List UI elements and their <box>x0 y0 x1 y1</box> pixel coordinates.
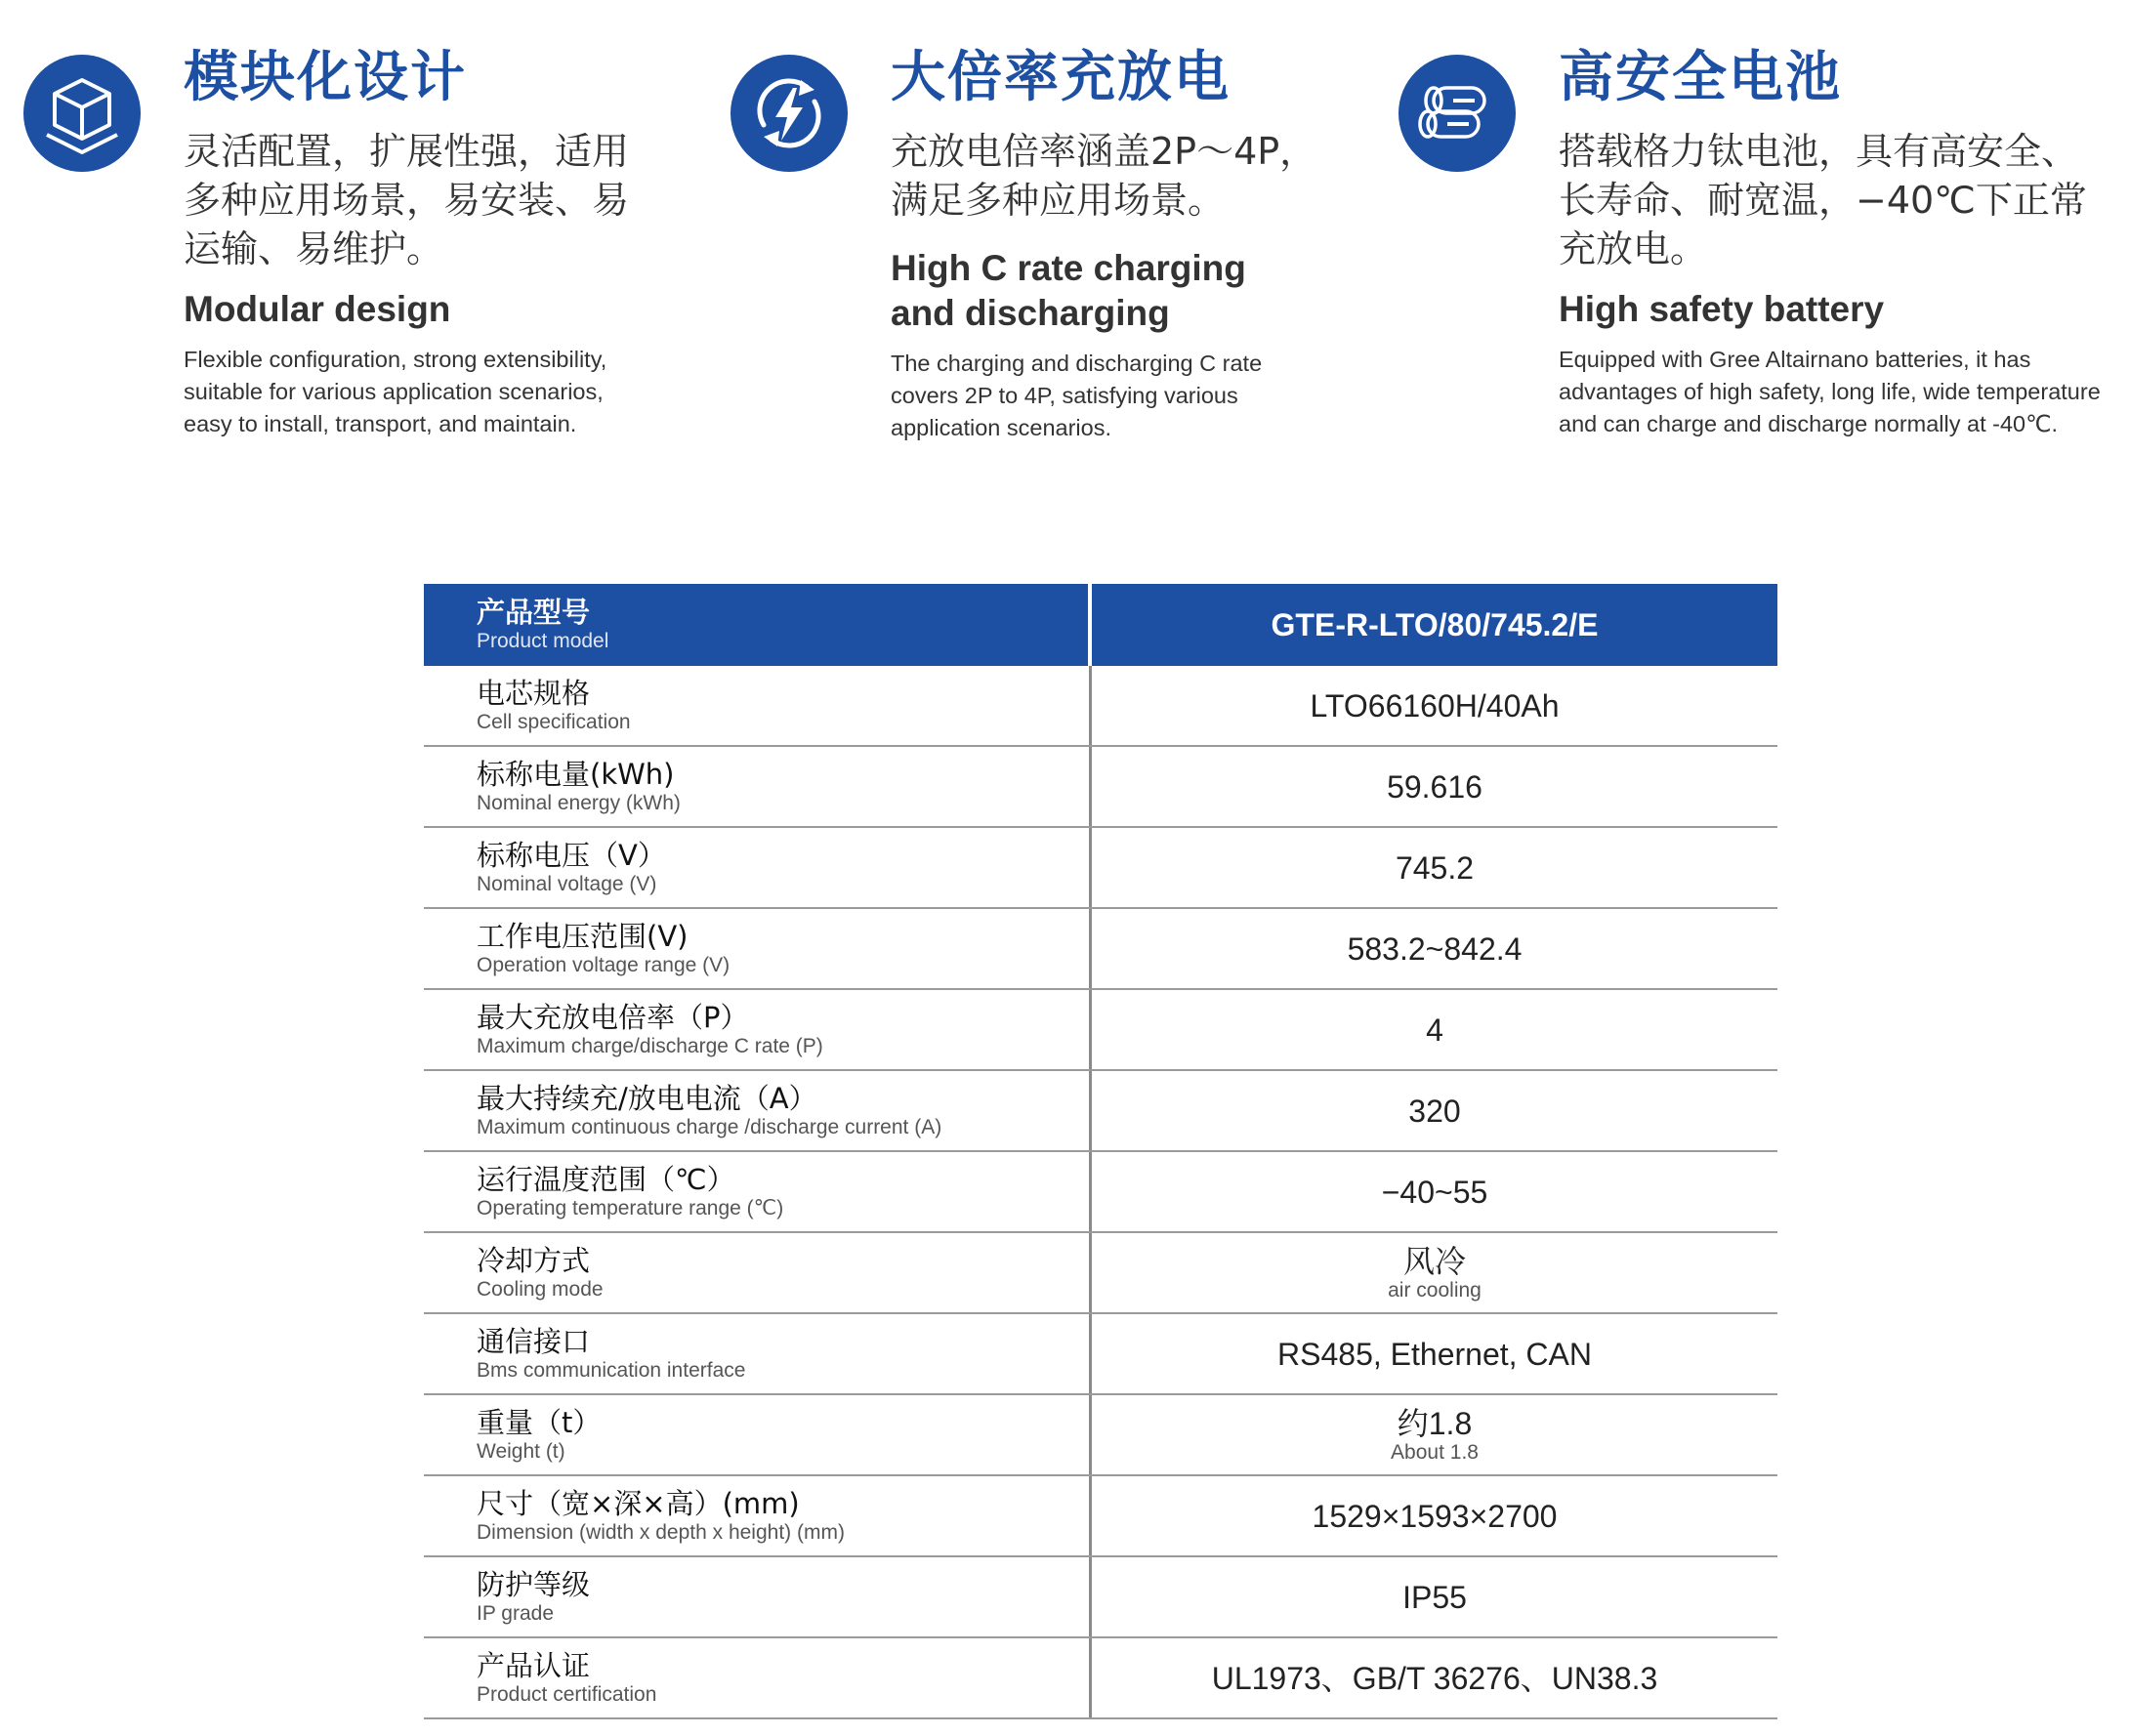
desc-en-line: application scenarios. <box>891 415 1111 440</box>
cube-icon <box>23 55 141 172</box>
desc-cn-line: 充放电。 <box>1559 227 1708 270</box>
feature-title-en <box>891 246 1359 336</box>
table-row <box>424 1638 1777 1719</box>
feature-desc-cn <box>891 127 1359 225</box>
row-value-sub: air cooling <box>1388 1278 1482 1302</box>
desc-en-line: Equipped with Gree Altairnano batteries, it has <box>1559 347 2031 372</box>
row-value-cell <box>1092 828 1777 907</box>
header-label-cell <box>424 584 1092 666</box>
desc-en-line: and can charge and discharge normally at -40℃. <box>1559 411 2059 436</box>
desc-en-line: easy to install, transport, and maintain. <box>184 411 577 436</box>
label-en: Weight (t) <box>477 1439 565 1463</box>
spec-table <box>424 584 1777 1719</box>
title-en-line: and discharging <box>891 293 1170 333</box>
header-value-cell <box>1092 584 1777 666</box>
title-en-line: High C rate charging <box>891 248 1246 288</box>
desc-en-line: The charging and discharging C rate <box>891 351 1263 376</box>
label-cn: 防护等级 <box>477 1567 591 1601</box>
row-value-cell <box>1092 1557 1777 1636</box>
table-row <box>424 909 1777 990</box>
desc-cn-line: 灵活配置，扩展性强，适用 <box>184 130 630 173</box>
title-en-line: Modular design <box>184 289 451 329</box>
label-en: Cooling mode <box>477 1277 604 1301</box>
row-label-cell <box>424 1557 1092 1636</box>
feature-title-en <box>184 287 691 332</box>
row-value: 320 <box>1408 1093 1461 1129</box>
table-row <box>424 828 1777 909</box>
label-en: IP grade <box>477 1601 555 1625</box>
row-label-cell <box>424 1638 1092 1717</box>
row-value-cell <box>1092 666 1777 745</box>
label-cn: 标称电压（V） <box>477 838 666 872</box>
label-en: Nominal energy (kWh) <box>477 791 681 814</box>
row-label-cell <box>424 828 1092 907</box>
label-cn: 最大充放电倍率（P） <box>477 1000 749 1034</box>
desc-cn-line: 满足多种应用场景。 <box>891 179 1226 222</box>
row-value: IP55 <box>1402 1579 1467 1615</box>
table-row <box>424 990 1777 1071</box>
label-en: Operation voltage range (V) <box>477 953 731 976</box>
title-en-line: High safety battery <box>1559 289 1885 329</box>
row-value-cell <box>1092 1395 1777 1474</box>
label-cn: 最大持续充/放电电流（A） <box>477 1081 817 1115</box>
feature-desc-cn <box>1559 127 2129 273</box>
label-en: Maximum charge/discharge C rate (P) <box>477 1034 823 1057</box>
row-value: LTO66160H/40Ah <box>1310 687 1560 723</box>
row-label-cell <box>424 1071 1092 1150</box>
label-en: Dimension (width x depth x height) (mm) <box>477 1520 845 1544</box>
table-row <box>424 1233 1777 1314</box>
row-value: 风冷 <box>1402 1243 1466 1279</box>
row-label-cell <box>424 1233 1092 1312</box>
desc-en-line: Flexible configuration, strong extensibility, <box>184 347 607 372</box>
row-value-sub: About 1.8 <box>1391 1440 1479 1464</box>
label-en: Product model <box>477 630 609 652</box>
row-label-cell <box>424 1314 1092 1393</box>
feature-title-cn: 大倍率充放电 <box>891 46 1231 109</box>
row-value-cell <box>1092 1233 1777 1312</box>
label-en: Maximum continuous charge /discharge current (A) <box>477 1115 942 1138</box>
feature-desc-cn <box>184 127 691 273</box>
row-value-cell <box>1092 1071 1777 1150</box>
table-row <box>424 1152 1777 1233</box>
table-row <box>424 1314 1777 1395</box>
row-value: −40~55 <box>1381 1174 1488 1210</box>
label-cn: 运行温度范围（℃） <box>477 1162 735 1196</box>
row-value-cell <box>1092 1476 1777 1555</box>
row-value-cell <box>1092 909 1777 988</box>
row-value: RS485, Ethernet, CAN <box>1277 1336 1592 1372</box>
lightning-refresh-icon <box>731 55 848 172</box>
row-label-cell <box>424 990 1092 1069</box>
label-cn: 工作电压范围(V) <box>477 919 689 953</box>
row-value-cell <box>1092 1152 1777 1231</box>
desc-en-line: advantages of high safety, long life, wide temperature <box>1559 379 2101 404</box>
feature-title-cn: 模块化设计 <box>184 46 467 109</box>
row-value: 1529×1593×2700 <box>1312 1498 1558 1534</box>
feature-desc-en <box>184 344 691 440</box>
table-row <box>424 1476 1777 1557</box>
row-label-cell <box>424 909 1092 988</box>
row-value: 59.616 <box>1387 768 1482 805</box>
model-value: GTE-R-LTO/80/745.2/E <box>1271 607 1599 642</box>
label-cn: 通信接口 <box>477 1324 591 1358</box>
table-row <box>424 747 1777 828</box>
table-row <box>424 1071 1777 1152</box>
desc-cn-line: 多种应用场景，易安装、易 <box>184 179 630 222</box>
label-en: Cell specification <box>477 710 631 733</box>
label-cn: 冷却方式 <box>477 1243 591 1277</box>
label-cn: 重量（t） <box>477 1405 602 1439</box>
label-cn: 电芯规格 <box>477 676 591 710</box>
row-value: 约1.8 <box>1397 1405 1473 1441</box>
feature-title-cn: 高安全电池 <box>1559 46 1842 109</box>
table-row <box>424 666 1777 747</box>
row-value-cell <box>1092 1314 1777 1393</box>
desc-cn-line: 搭载格力钛电池，具有高安全、 <box>1559 130 2079 173</box>
label-en: Product certification <box>477 1682 657 1706</box>
label-en: Bms communication interface <box>477 1358 746 1382</box>
table-header-row <box>424 584 1777 666</box>
row-label-cell <box>424 1395 1092 1474</box>
battery-cells-icon <box>1398 55 1516 172</box>
row-value: UL1973、GB/T 36276、UN38.3 <box>1211 1660 1658 1696</box>
table-row <box>424 1395 1777 1476</box>
label-cn: 产品型号 <box>477 596 591 629</box>
feature-desc-en <box>1559 344 2129 440</box>
table-row <box>424 1557 1777 1638</box>
row-value-cell <box>1092 990 1777 1069</box>
row-label-cell <box>424 747 1092 826</box>
label-cn: 标称电量(kWh) <box>477 757 675 791</box>
label-cn: 产品认证 <box>477 1648 591 1682</box>
label-cn: 尺寸（宽×深×高）(mm) <box>477 1486 800 1520</box>
desc-cn-line: 运输、易维护。 <box>184 227 444 270</box>
row-value: 4 <box>1426 1012 1443 1048</box>
desc-en-line: covers 2P to 4P, satisfying various <box>891 383 1238 408</box>
row-value: 745.2 <box>1395 849 1475 886</box>
row-label-cell <box>424 1476 1092 1555</box>
row-value-cell <box>1092 747 1777 826</box>
label-en: Nominal voltage (V) <box>477 872 657 895</box>
row-value-cell <box>1092 1638 1777 1717</box>
desc-cn-line: 长寿命、耐宽温，−40℃下正常 <box>1559 179 2087 222</box>
row-value: 583.2~842.4 <box>1347 930 1523 967</box>
desc-en-line: suitable for various application scenarios, <box>184 379 604 404</box>
feature-title-en <box>1559 287 2129 332</box>
row-label-cell <box>424 666 1092 745</box>
feature-desc-en <box>891 348 1359 444</box>
desc-cn-line: 充放电倍率涵盖2P～4P， <box>891 130 1317 173</box>
label-en: Operating temperature range (℃) <box>477 1196 784 1219</box>
row-label-cell <box>424 1152 1092 1231</box>
